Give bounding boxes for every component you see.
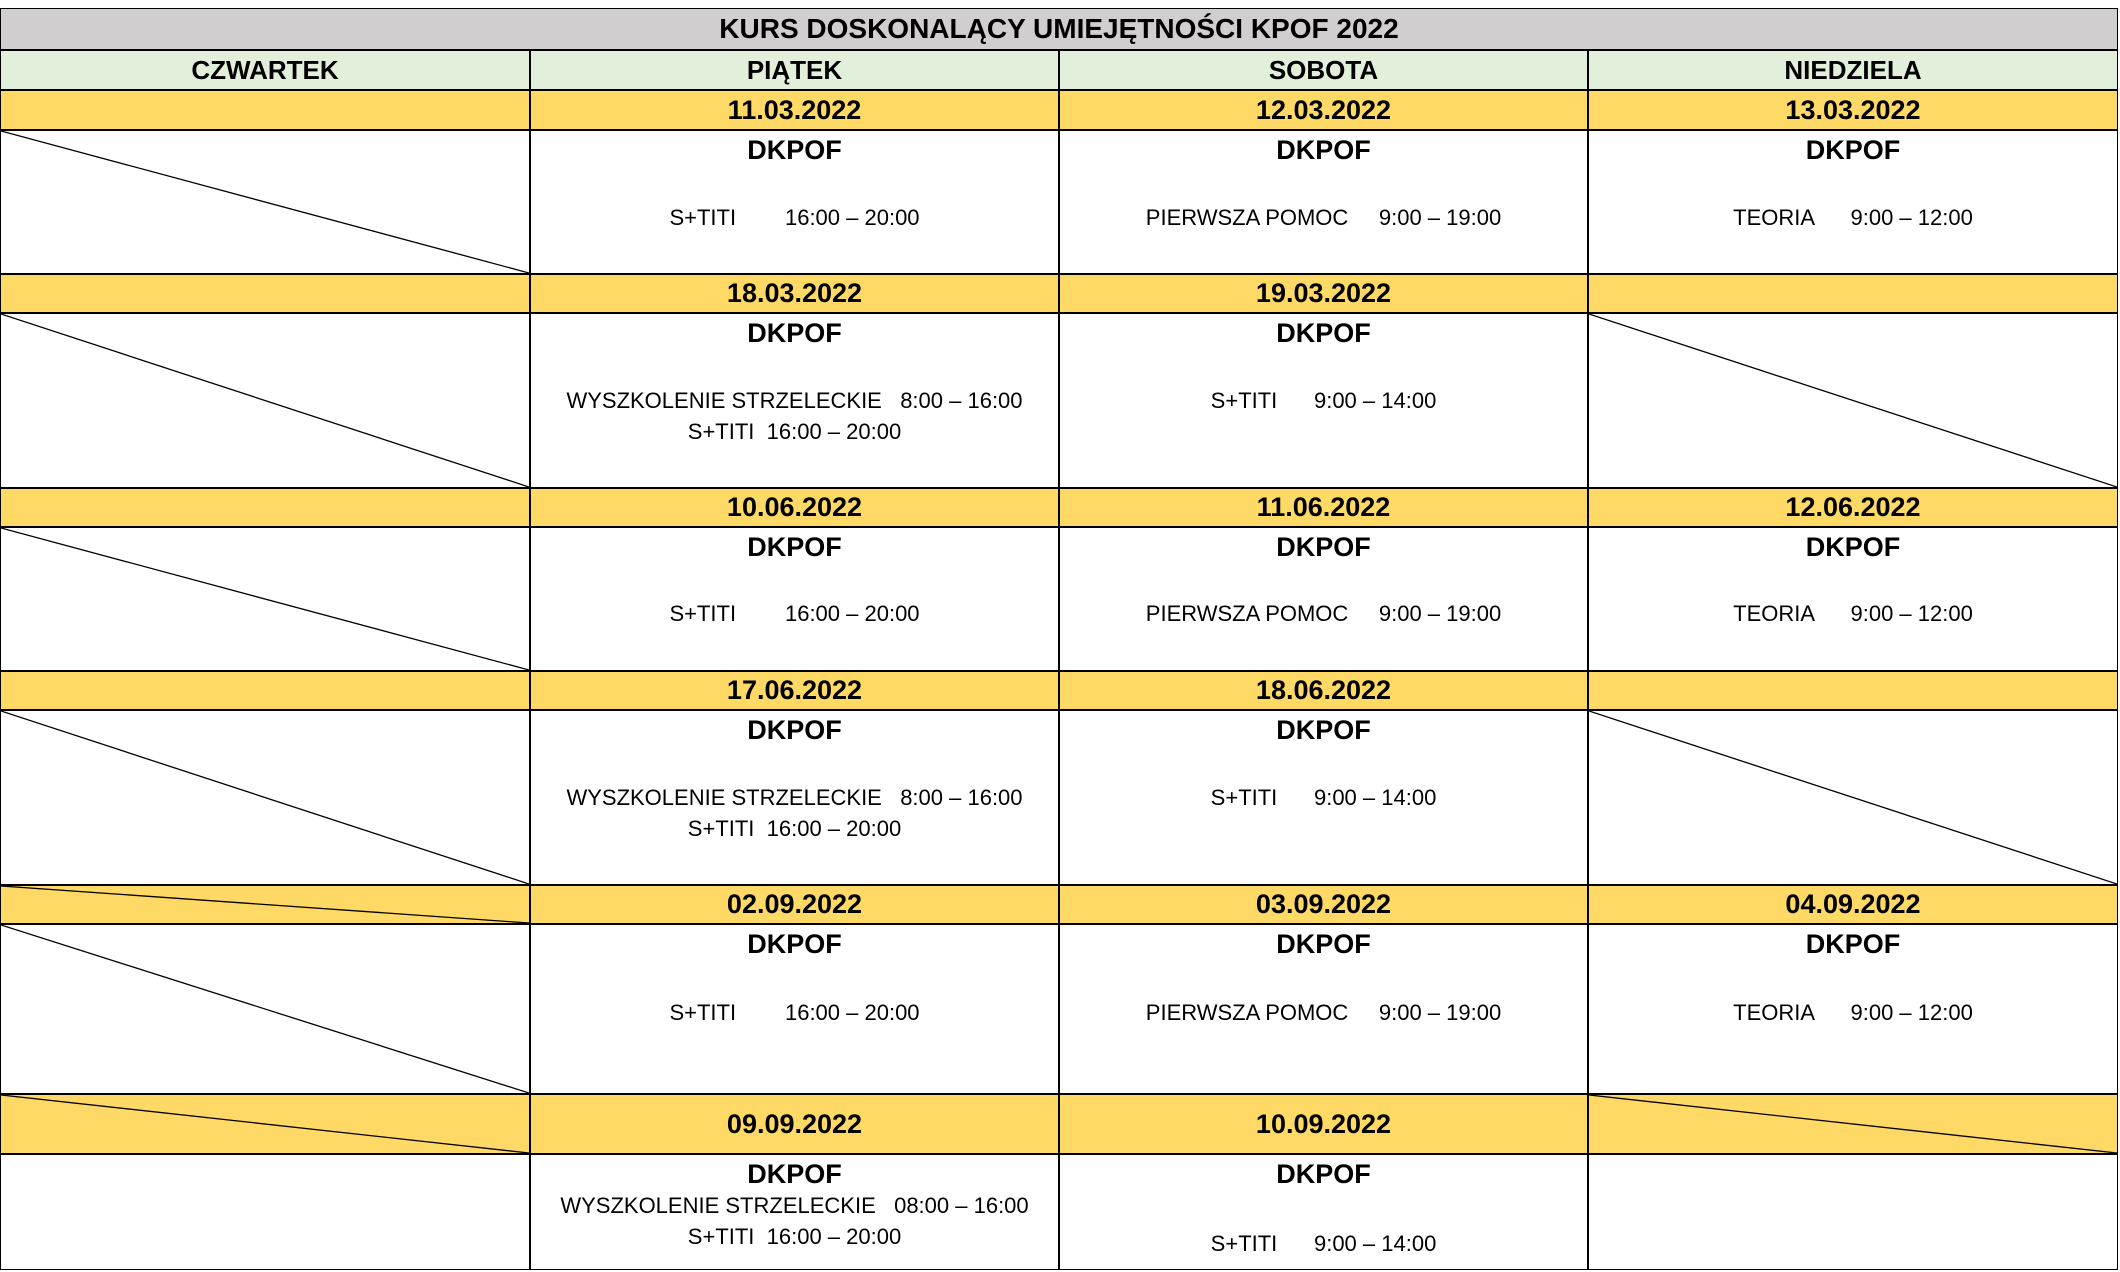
schedule-cell bbox=[0, 313, 530, 488]
session-line: S+TITI 9:00 – 14:00 bbox=[1210, 388, 1437, 413]
cell-title: DKPOF bbox=[1805, 929, 1901, 959]
session-line: S+TITI 16:00 – 20:00 bbox=[687, 816, 902, 841]
cell-lines bbox=[1589, 202, 2117, 233]
schedule-cell bbox=[1588, 130, 2118, 274]
day-header: CZWARTEK bbox=[0, 50, 530, 90]
schedule-cell bbox=[530, 313, 1059, 488]
schedule-cell bbox=[1588, 710, 2118, 885]
session-line: S+TITI 16:00 – 20:00 bbox=[669, 205, 920, 230]
cell-title: DKPOF bbox=[747, 715, 842, 745]
cell-title: DKPOF bbox=[747, 135, 842, 165]
date-cell bbox=[1588, 274, 2118, 313]
diagonal-strike bbox=[1589, 711, 2117, 884]
date-cell bbox=[530, 90, 1059, 130]
date-cell bbox=[1059, 885, 1588, 924]
cell-title: DKPOF bbox=[1276, 715, 1371, 745]
date-label: 03.09.2022 bbox=[1255, 889, 1392, 919]
cell-title: DKPOF bbox=[1276, 929, 1371, 959]
schedule-cell bbox=[1059, 924, 1588, 1094]
date-label: 19.03.2022 bbox=[1255, 278, 1392, 308]
cell-lines bbox=[531, 598, 1058, 629]
schedule-cell bbox=[0, 527, 530, 671]
date-cell bbox=[1059, 671, 1588, 710]
cell-lines bbox=[531, 1190, 1058, 1252]
diagonal-strike bbox=[1589, 1095, 2117, 1153]
date-cell bbox=[0, 1094, 530, 1154]
diagonal-strike bbox=[1, 711, 529, 884]
cell-lines bbox=[531, 202, 1058, 233]
schedule-cell bbox=[1059, 313, 1588, 488]
schedule-cell bbox=[530, 527, 1059, 671]
date-label: 10.06.2022 bbox=[726, 492, 863, 522]
cell-lines bbox=[531, 997, 1058, 1028]
date-label: 12.03.2022 bbox=[1255, 94, 1392, 125]
cell-lines bbox=[1060, 385, 1587, 416]
diagonal-strike bbox=[1, 314, 529, 487]
cell-lines bbox=[531, 385, 1058, 447]
cell-title: DKPOF bbox=[747, 929, 842, 959]
date-cell bbox=[0, 488, 530, 527]
diagonal-strike bbox=[1589, 314, 2117, 487]
session-line: S+TITI 16:00 – 20:00 bbox=[669, 1000, 920, 1025]
date-label: 11.06.2022 bbox=[1256, 492, 1391, 522]
cell-title: DKPOF bbox=[1276, 135, 1371, 165]
date-label: 18.03.2022 bbox=[726, 278, 863, 308]
day-header: NIEDZIELA bbox=[1588, 50, 2118, 90]
cell-title: DKPOF bbox=[1805, 532, 1901, 562]
date-label: 04.09.2022 bbox=[1785, 889, 1921, 919]
diagonal-strike bbox=[1, 886, 529, 923]
date-cell bbox=[0, 671, 530, 710]
schedule-cell bbox=[530, 1154, 1059, 1270]
session-line: WYSZKOLENIE STRZELECKIE 08:00 – 16:00 bbox=[560, 1193, 1029, 1218]
schedule-cell bbox=[530, 130, 1059, 274]
schedule-cell bbox=[1059, 130, 1588, 274]
day-header: SOBOTA bbox=[1059, 50, 1588, 90]
schedule-cell bbox=[0, 1154, 530, 1270]
schedule-cell bbox=[1059, 527, 1588, 671]
date-label: 11.03.2022 bbox=[727, 94, 862, 125]
date-label: 13.03.2022 bbox=[1785, 94, 1921, 125]
date-label: 10.09.2022 bbox=[1255, 1108, 1392, 1139]
date-cell bbox=[1588, 671, 2118, 710]
diagonal-strike bbox=[1, 1095, 529, 1153]
day-header: PIĄTEK bbox=[530, 50, 1059, 90]
date-label: 02.09.2022 bbox=[726, 889, 863, 919]
session-line: S+TITI 9:00 – 14:00 bbox=[1210, 1231, 1437, 1256]
session-line: WYSZKOLENIE STRZELECKIE 8:00 – 16:00 bbox=[566, 785, 1023, 810]
session-line: WYSZKOLENIE STRZELECKIE 8:00 – 16:00 bbox=[566, 388, 1023, 413]
cell-lines bbox=[1060, 1228, 1587, 1259]
date-cell bbox=[1588, 90, 2118, 130]
schedule-cell bbox=[1059, 710, 1588, 885]
session-line: TEORIA 9:00 – 12:00 bbox=[1733, 601, 1973, 626]
date-label: 12.06.2022 bbox=[1785, 492, 1921, 522]
cell-lines bbox=[1060, 598, 1587, 629]
date-cell bbox=[530, 488, 1059, 527]
schedule-cell bbox=[0, 130, 530, 274]
cell-title: DKPOF bbox=[747, 532, 842, 562]
date-cell bbox=[0, 885, 530, 924]
date-label: 09.09.2022 bbox=[726, 1108, 863, 1139]
session-line: S+TITI 9:00 – 14:00 bbox=[1210, 785, 1437, 810]
date-cell bbox=[530, 274, 1059, 313]
date-cell bbox=[530, 1094, 1059, 1154]
session-line: PIERWSZA POMOC 9:00 – 19:00 bbox=[1145, 601, 1502, 626]
cell-title: DKPOF bbox=[1276, 318, 1371, 348]
cell-title: DKPOF bbox=[747, 1159, 842, 1189]
cell-title: DKPOF bbox=[1805, 135, 1901, 165]
cell-title: DKPOF bbox=[747, 318, 842, 348]
date-cell bbox=[0, 90, 530, 130]
cell-title: DKPOF bbox=[1276, 1159, 1371, 1189]
cell-lines bbox=[531, 782, 1058, 844]
schedule-cell bbox=[530, 710, 1059, 885]
cell-lines bbox=[1060, 997, 1587, 1028]
diagonal-strike bbox=[1, 925, 529, 1093]
date-cell bbox=[1588, 885, 2118, 924]
schedule-cell bbox=[1059, 1154, 1588, 1270]
session-line: PIERWSZA POMOC 9:00 – 19:00 bbox=[1145, 1000, 1502, 1025]
date-cell bbox=[530, 885, 1059, 924]
schedule-cell bbox=[1588, 313, 2118, 488]
schedule-title: KURS DOSKONALĄCY UMIEJĘTNOŚCI KPOF 2022 bbox=[0, 8, 2118, 50]
schedule-cell bbox=[530, 924, 1059, 1094]
date-cell bbox=[1059, 488, 1588, 527]
cell-lines bbox=[1589, 997, 2117, 1028]
diagonal-strike bbox=[1, 131, 529, 273]
schedule-cell bbox=[0, 710, 530, 885]
schedule-cell bbox=[1588, 924, 2118, 1094]
date-label: 18.06.2022 bbox=[1255, 675, 1392, 705]
session-line: S+TITI 16:00 – 20:00 bbox=[687, 419, 902, 444]
cell-title: DKPOF bbox=[1276, 532, 1371, 562]
session-line: S+TITI 16:00 – 20:00 bbox=[669, 601, 920, 626]
date-cell bbox=[1588, 1094, 2118, 1154]
date-cell bbox=[530, 671, 1059, 710]
date-label: 17.06.2022 bbox=[726, 675, 863, 705]
diagonal-strike bbox=[1, 528, 529, 670]
schedule-cell bbox=[0, 924, 530, 1094]
schedule-cell bbox=[1588, 1154, 2118, 1270]
session-line: TEORIA 9:00 – 12:00 bbox=[1733, 1000, 1973, 1025]
session-line: TEORIA 9:00 – 12:00 bbox=[1733, 205, 1973, 230]
date-cell bbox=[1059, 90, 1588, 130]
date-cell bbox=[1059, 274, 1588, 313]
session-line: S+TITI 16:00 – 20:00 bbox=[687, 1224, 902, 1249]
cell-lines bbox=[1589, 598, 2117, 629]
schedule-cell bbox=[1588, 527, 2118, 671]
date-cell bbox=[1059, 1094, 1588, 1154]
cell-lines bbox=[1060, 782, 1587, 813]
cell-lines bbox=[1060, 202, 1587, 233]
date-cell bbox=[1588, 488, 2118, 527]
session-line: PIERWSZA POMOC 9:00 – 19:00 bbox=[1145, 205, 1502, 230]
date-cell bbox=[0, 274, 530, 313]
